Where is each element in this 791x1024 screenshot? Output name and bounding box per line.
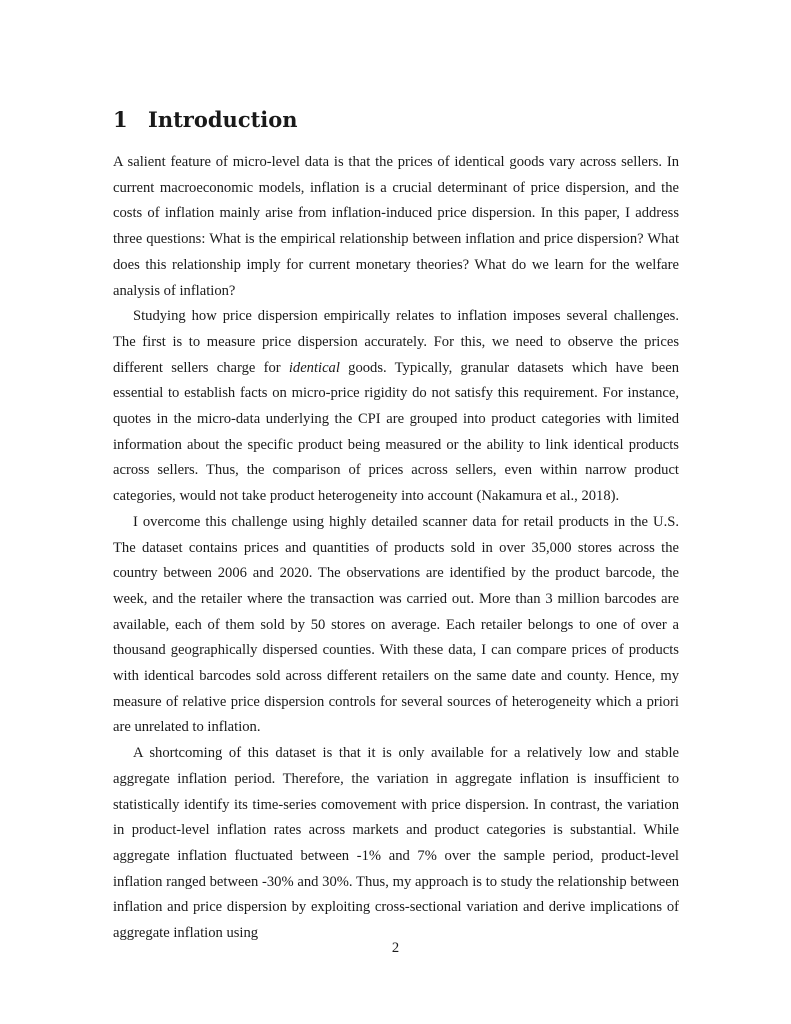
body-text: [113, 150, 679, 947]
section-heading: [113, 104, 298, 136]
section-title: Introduction: [148, 107, 298, 132]
paragraph-2-before: Studying how price dispersion empirically relates to inflation imposes several challenges. The first is to measure price dispersion accurately. For this, we need to observe the prices different sellers charge for: [113, 308, 679, 376]
paragraph-4: A shortcoming of this dataset is that it is only available for a relatively low and stable aggregate inflation period. Therefore, the variation in aggregate inflation is insufficient to statistically identify its time-series comovement with price dispersion. In contrast, the variation in product-level inflation rates across markets and product categories is substantial. While aggregate inflation fluctuated between -1% and 7% over the sample period, product-level inflation ranged between -30% and 30%. Thus, my approach is to study the relationship between inflation and price dispersion by exploiting cross-sectional variation and derive implications of aggregate inflation using: [113, 745, 679, 942]
paragraph-2: [113, 304, 679, 510]
section-number: 1: [113, 107, 128, 132]
paragraph-2-emphasis: identical: [288, 359, 340, 376]
paragraph-2-after: goods. Typically, granular datasets which have been essential to establish facts on micro-price rigidity do not satisfy this requirement. For instance, quotes in the micro-data underlying the CPI are grouped into product categories with limited information about the specific product being measured or the ability to link identical products across sellers. Thus, the comparison of prices across sellers, even within narrow product categories, would not take product heterogeneity into account (Nakamura et al., 2018).: [113, 359, 679, 505]
paragraph-1: A salient feature of micro-level data is that the prices of identical goods vary across sellers. In current macroeconomic models, inflation is a crucial determinant of price dispersion, and the costs of inflation mainly arise from inflation-induced price dispersion. In this paper, I address three questions: What is the empirical relationship between inflation and price dispersion? What does this relationship imply for current monetary theories? What do we learn for the welfare analysis of inflation?: [113, 154, 679, 299]
paragraph-3: I overcome this challenge using highly detailed scanner data for retail products in the U.S. The dataset contains prices and quantities of products sold in over 35,000 stores across the country between 2006 and 2020. The observations are identified by the product barcode, the week, and the retailer where the transaction was carried out. More than 3 million barcodes are available, each of them sold by 50 stores on average. Each retailer belongs to one of over a thousand geographically dispersed counties. With these data, I can compare prices of products with identical barcodes sold across different retailers on the same date and county. Hence, my measure of relative price dispersion controls for several sources of heterogeneity which a priori are unrelated to inflation.: [113, 513, 679, 736]
page-number: 2: [391, 940, 400, 956]
